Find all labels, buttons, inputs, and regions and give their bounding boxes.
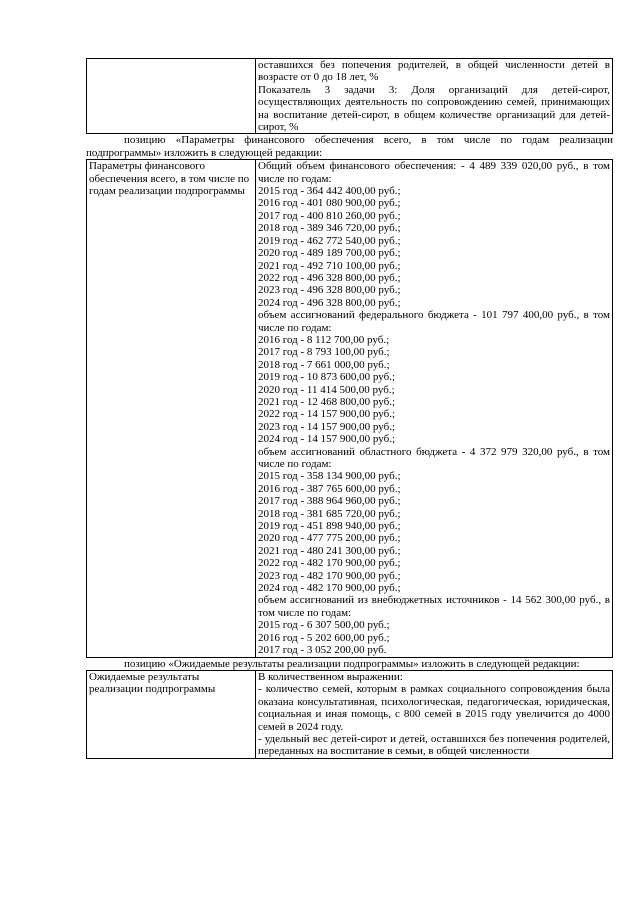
paragraph-results-position: позицию «Ожидаемые результаты реализации подпрограммы» изложить в следующей редакции: [124,657,580,670]
regional-year-line: 2016 год - 387 765 600,00 руб.; [258,482,401,495]
table-cell-right [256,59,613,134]
total-year-line: 2017 год - 400 810 260,00 руб.; [258,209,401,222]
table-row [87,670,613,758]
regional-year-line: 2017 год - 388 964 960,00 руб.; [258,495,401,508]
total-year-line: 2023 год - 496 328 800,00 руб.; [258,284,401,297]
results-orphans-item: - удельный вес детей-сирот и детей, оставшихся без попечения родителей, переданных на воспитание в семьи, в общей численности [258,732,610,758]
results-values-cell [256,670,613,758]
table-row [87,59,613,134]
regional-budget-intro: объем ассигнований областного бюджета - 4 372 979 320,00 руб., в том числе по годам: [258,445,610,470]
total-year-line: 2021 год - 492 710 100,00 руб.; [258,259,401,272]
document-page [86,58,613,759]
federal-year-line: 2016 год - 8 112 700,00 руб.; [258,333,390,346]
financing-label-cell: Параметры финансового обеспечения всего, в том числе по годам реализации подпрограммы [87,160,256,657]
total-year-line: 2024 год - 496 328 800,00 руб.; [258,296,401,309]
federal-year-line: 2021 год - 12 468 800,00 руб.; [258,395,396,408]
regional-year-line: 2022 год - 482 170 900,00 руб.; [258,557,401,570]
total-year-line: 2016 год - 401 080 900,00 руб.; [258,197,401,210]
regional-year-line: 2019 год - 451 898 940,00 руб.; [258,520,401,533]
federal-budget-intro: объем ассигнований федерального бюджета - 101 797 400,00 руб., в том числе по годам: [258,309,610,334]
paragraph-financing-position: позицию «Параметры финансового обеспечения всего, в том числе по годам реализации подпрограммы» изложить в следующей редакции: [86,134,613,159]
regional-year-line: 2024 год - 482 170 900,00 руб.; [258,582,401,595]
indicator-3-text: Показатель 3 задачи 3: Доля организаций для детей-сирот, осуществляющих деятельность по сопровождению семей, принимающих на воспитание детей-сирот, в общем количестве организаций для детей-сирот, % [258,83,610,134]
federal-year-line: 2023 год - 14 157 900,00 руб.; [258,420,396,433]
total-financing-intro: Общий объем финансового обеспечения: - 4 489 339 020,00 руб., в том числе по годам: [258,160,610,185]
regional-year-line: 2023 год - 482 170 900,00 руб.; [258,569,401,582]
table-cell-left [87,59,256,134]
federal-year-line: 2018 год - 7 661 000,00 руб.; [258,358,390,371]
extrabudgetary-intro: объем ассигнований из внебюджетных источников - 14 562 300,00 руб., в том числе по годам: [258,594,610,619]
federal-year-line: 2020 год - 11 414 500,00 руб.; [258,383,395,396]
results-quantitative-heading: В количественном выражении: [258,670,403,683]
table-row [87,160,613,657]
federal-year-line: 2022 год - 14 157 900,00 руб.; [258,408,396,421]
federal-year-line: 2017 год - 8 793 100,00 руб.; [258,346,390,359]
table-expected-results [86,670,613,759]
total-year-line: 2020 год - 489 189 700,00 руб.; [258,247,401,260]
federal-year-line: 2019 год - 10 873 600,00 руб.; [258,371,396,384]
financing-values-cell [256,160,613,657]
total-year-line: 2022 год - 496 328 800,00 руб.; [258,271,401,284]
table-financing [86,159,613,657]
extrabudgetary-year-line: 2016 год - 5 202 600,00 руб.; [258,631,390,644]
results-families-item: - количество семей, которым в рамках социального сопровождения была оказана консультативная, психологическая, педагогическая, юридическая, социальная и иная помощь, с 800 семей в 2015 году увеличится до 4000 семей в 2024 году. [258,683,610,733]
regional-year-line: 2015 год - 358 134 900,00 руб.; [258,470,401,483]
regional-year-line: 2020 год - 477 775 200,00 руб.; [258,532,401,545]
results-label-cell: Ожидаемые результаты реализации подпрограммы [87,670,256,758]
total-year-line: 2018 год - 389 346 720,00 руб.; [258,222,401,235]
regional-year-line: 2018 год - 381 685 720,00 руб.; [258,507,401,520]
regional-year-line: 2021 год - 480 241 300,00 руб.; [258,544,401,557]
extrabudgetary-year-line: 2015 год - 6 307 500,00 руб.; [258,619,390,632]
table-indicators [86,58,613,134]
federal-year-line: 2024 год - 14 157 900,00 руб.; [258,433,396,446]
total-year-line: 2019 год - 462 772 540,00 руб.; [258,234,401,247]
extrabudgetary-year-line: 2017 год - 3 052 200,00 руб. [258,644,387,657]
indicator-text-continued: оставшихся без попечения родителей, в общей численности детей в возрасте от 0 до 18 лет, % [258,59,610,84]
total-year-line: 2015 год - 364 442 400,00 руб.; [258,185,401,198]
